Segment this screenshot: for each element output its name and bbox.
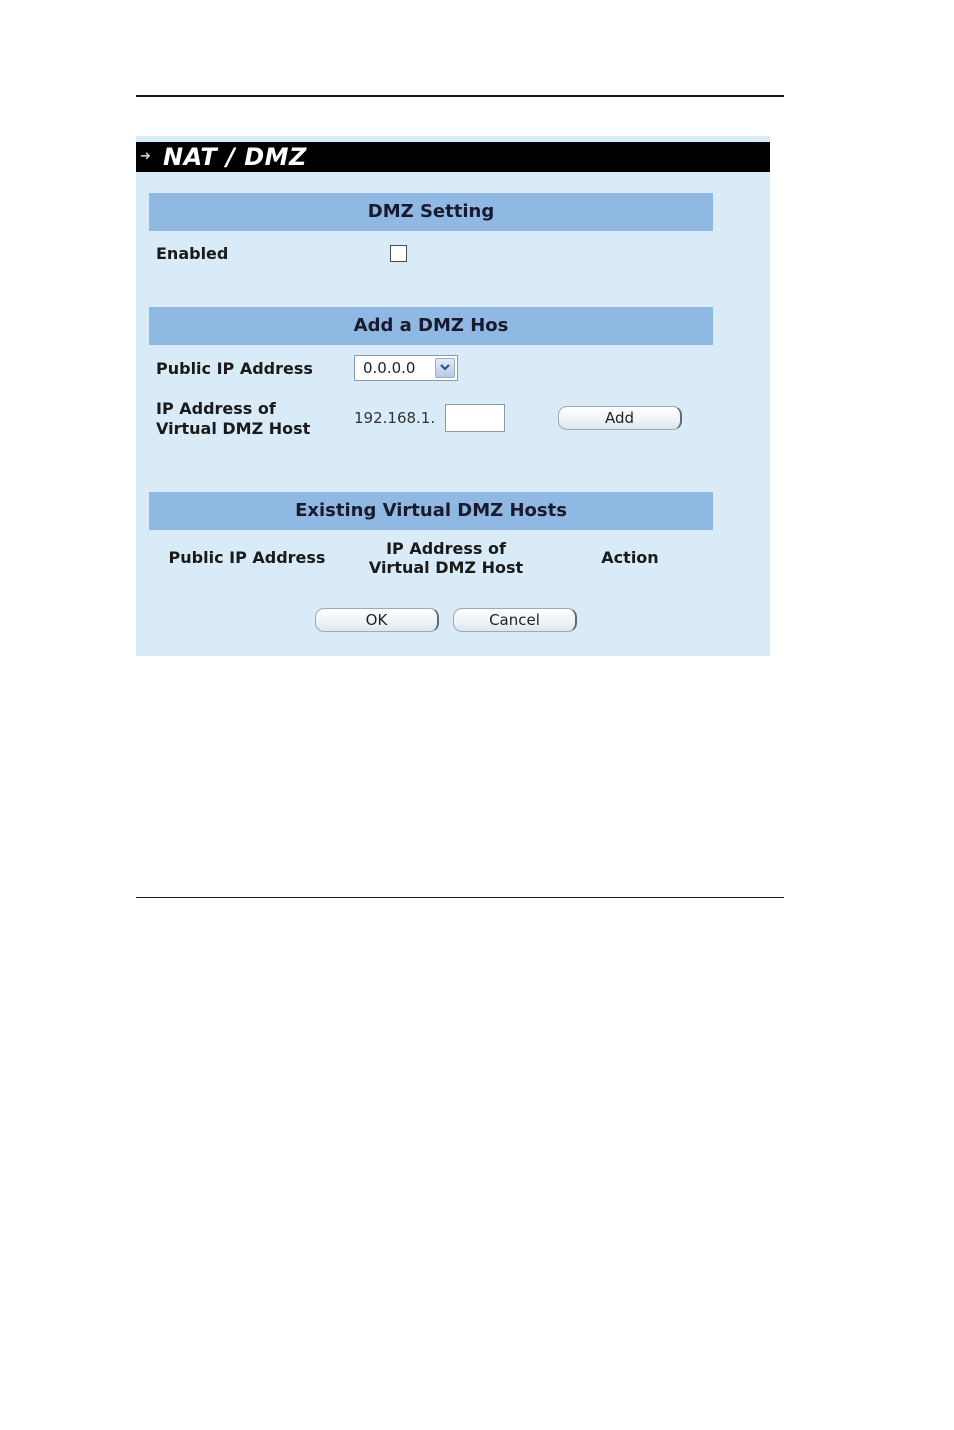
public-ip-label: Public IP Address [156, 359, 313, 378]
dmz-setting-header: DMZ Setting [149, 193, 713, 231]
bottom-divider [136, 897, 784, 898]
column-virtual-host-line2: Virtual DMZ Host [368, 558, 524, 577]
column-action: Action [601, 548, 659, 567]
chevron-down-icon [440, 362, 450, 372]
column-public-ip: Public IP Address [168, 548, 326, 567]
enabled-checkbox[interactable] [390, 245, 407, 262]
ip-suffix-input[interactable] [445, 404, 505, 432]
select-toggle-button[interactable] [435, 358, 455, 378]
top-divider [136, 95, 784, 97]
virtual-host-label-line1: IP Address of [156, 399, 276, 418]
column-virtual-host-line1: IP Address of [386, 539, 506, 558]
page-title: NAT / DMZ [163, 143, 307, 171]
add-dmz-host-header: Add a DMZ Hos [149, 307, 713, 345]
enabled-label: Enabled [156, 244, 229, 263]
existing-hosts-header: Existing Virtual DMZ Hosts [149, 492, 713, 530]
ip-prefix-text: 192.168.1. [354, 409, 436, 427]
title-bar [136, 142, 770, 172]
arrow-right-icon: ➜ [140, 149, 151, 164]
ok-button[interactable]: OK [315, 608, 439, 632]
add-button[interactable]: Add [558, 406, 682, 430]
cancel-button[interactable]: Cancel [453, 608, 577, 632]
public-ip-selected-value: 0.0.0.0 [363, 359, 416, 377]
nat-dmz-panel [136, 136, 770, 656]
public-ip-select[interactable] [354, 355, 458, 381]
virtual-host-label-line2: Virtual DMZ Host [156, 419, 311, 438]
